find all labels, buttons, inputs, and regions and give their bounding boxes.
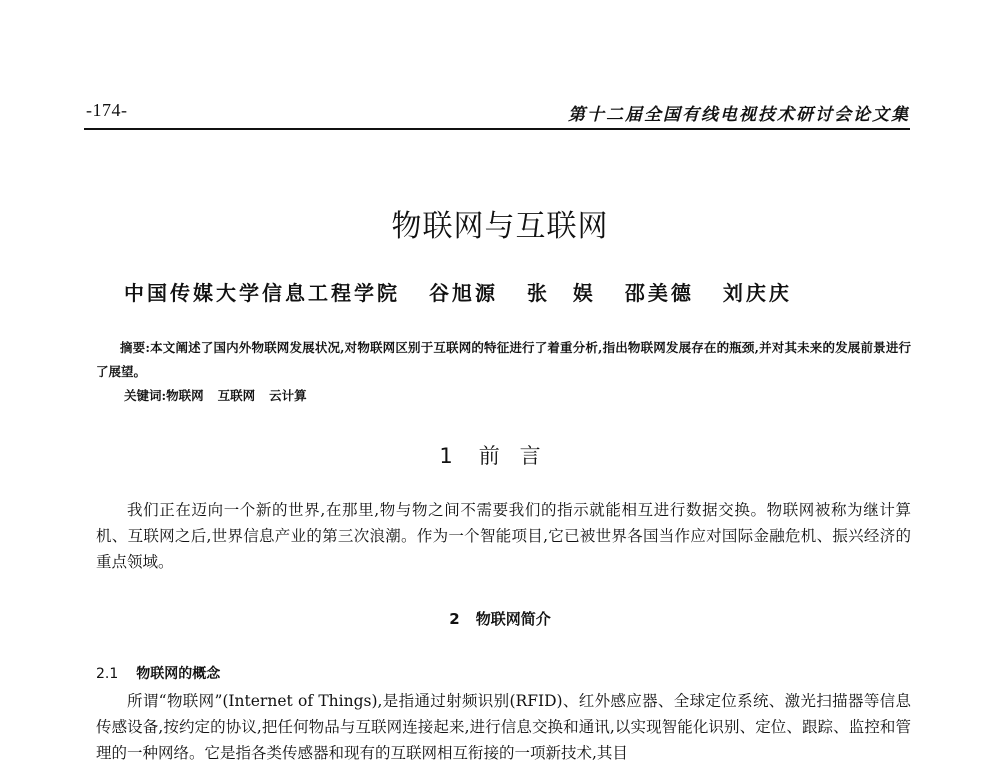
page-number: -174- xyxy=(86,100,128,120)
section-title: 前言 xyxy=(478,444,561,468)
abstract: 摘要:本文阐述了国内外物联网发展状况,对物联网区别于互联网的特征进行了着重分析,指出物联网发展存在的瓶颈,并对其未来的发展前景进行了展望。 xyxy=(96,340,911,379)
keywords-line xyxy=(96,384,911,408)
affiliation: 中国传媒大学信息工程学院 xyxy=(124,281,400,305)
subsection-number: 2.1 xyxy=(96,666,119,682)
running-header xyxy=(84,98,910,130)
journal-title: 第十二届全国有线电视技术研讨会论文集 xyxy=(568,105,910,125)
paper-title: 物联网与互联网 xyxy=(391,209,609,244)
byline xyxy=(124,277,814,306)
keyword: 互联网 xyxy=(217,388,256,403)
author-name: 刘庆庆 xyxy=(722,281,792,305)
author-name: 张 娱 xyxy=(526,281,596,305)
section-title: 物联网简介 xyxy=(475,610,551,628)
section-number: 1 xyxy=(439,444,453,468)
author-name: 邵美德 xyxy=(624,281,694,305)
keywords-label: 关键词: xyxy=(124,388,167,403)
body-paragraph: 我们正在迈向一个新的世界,在那里,物与物之间不需要我们的指示就能相互进行数据交换。物联网被称为继计算机、互联网之后,世界信息产业的第三次浪潮。作为一个智能项目,它已被世界各国当作应对国际金融危机、振兴经济的重点领域。 xyxy=(96,501,911,571)
body-paragraph: 所谓“物联网”(Internet of Things),是指通过射频识别(RFID)、红外感应器、全球定位系统、激光扫描器等信息传感设备,按约定的协议,把任何物品与互联网连接起来,进行信息交换和通讯,以实现智能化识别、定位、跟踪、监控和管理的一种网络。它是指各类传感器和现有的互联网相互衔接的一项新技术,其目 xyxy=(96,692,911,760)
keyword: 物联网 xyxy=(166,388,204,403)
subsection-title: 物联网的概念 xyxy=(136,666,221,682)
abstract-block xyxy=(96,336,911,408)
subsection-heading xyxy=(96,663,220,683)
author-name: 谷旭源 xyxy=(428,281,498,305)
section-heading xyxy=(0,608,1000,629)
section-heading xyxy=(0,440,1000,470)
section-number: 2 xyxy=(449,610,460,628)
keyword: 云计算 xyxy=(269,388,307,403)
